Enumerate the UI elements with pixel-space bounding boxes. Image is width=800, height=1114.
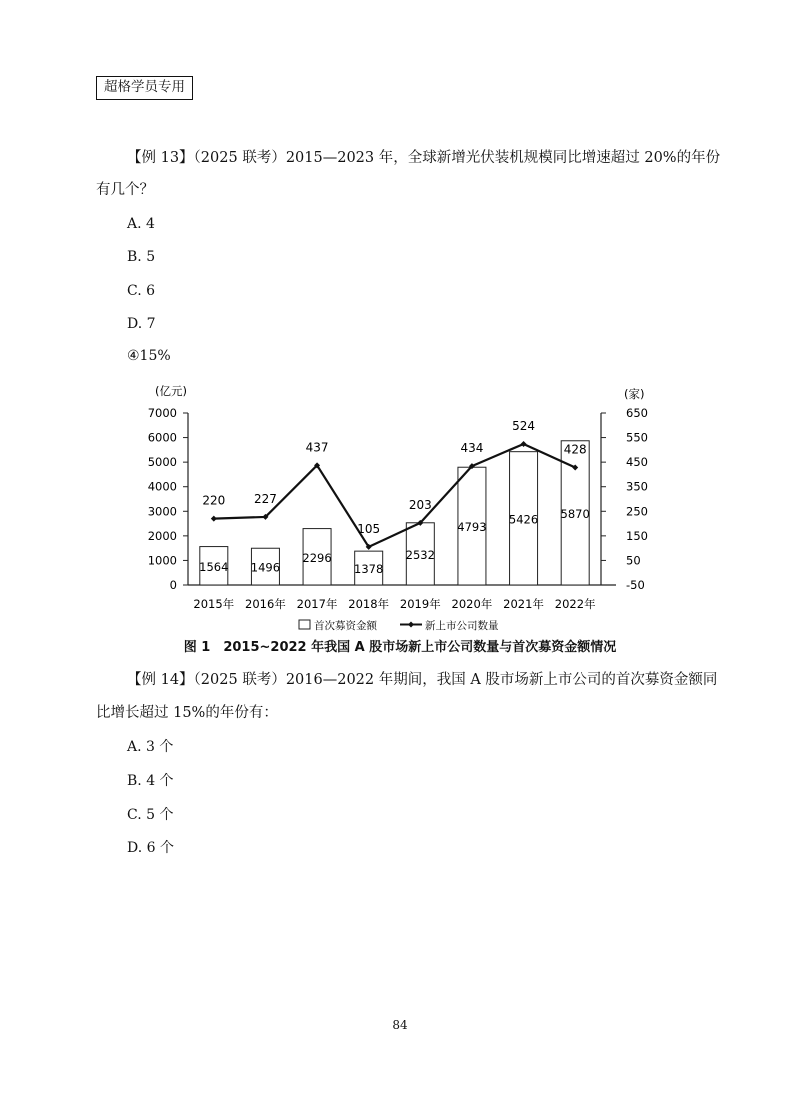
left-tick-label: 3000 — [147, 504, 177, 519]
page-number: 84 — [392, 1018, 408, 1032]
question-13-option-a: A. 4 — [127, 216, 155, 232]
right-tick-label: 50 — [626, 553, 641, 568]
bar-value-label: 1564 — [199, 559, 229, 574]
line-value-label: 203 — [408, 497, 432, 512]
chart-legend — [299, 619, 499, 632]
x-tick-label: 2021年 — [503, 597, 544, 611]
left-axis-unit: (亿元) — [155, 384, 187, 398]
left-tick-label: 6000 — [147, 430, 177, 445]
question-14-option-b: B. 4 个 — [127, 773, 174, 789]
left-tick-label: 5000 — [147, 455, 177, 470]
line-value-label: 220 — [202, 493, 226, 508]
question-14-text-cont: 比增长超过 15%的年份有： — [96, 705, 278, 721]
x-tick-label: 2016年 — [245, 597, 286, 611]
bar-value-label: 2296 — [302, 550, 332, 565]
legend-line-marker — [408, 622, 414, 628]
question-13-option-c: C. 6 — [127, 283, 156, 299]
x-tick-label: 2015年 — [193, 597, 235, 611]
x-tick-label: 2020年 — [451, 597, 493, 611]
x-tick-label: 2018年 — [348, 597, 390, 611]
legend-bar-swatch — [299, 620, 310, 629]
x-tick-label: 2017年 — [296, 597, 338, 611]
legend-bar-label: 首次募资金额 — [314, 620, 377, 632]
question-14-option-a: A. 3 个 — [127, 739, 174, 755]
question-13-text: 【例 13】（2025 联考）2015—2023 年，全球新增光伏装机规模同比增速超过 20%的年份 — [127, 150, 721, 166]
left-tick-label: 1000 — [147, 553, 177, 568]
right-tick-label: 550 — [626, 430, 648, 445]
line-value-label: 428 — [563, 442, 587, 457]
bar-value-label: 1496 — [250, 560, 281, 575]
right-tick-label: 450 — [626, 455, 648, 470]
question-14-text: 【例 14】（2025 联考）2016—2022 年期间，我国 A 股市场新上市公司的首次募资金额同 — [127, 672, 718, 688]
right-tick-label: 650 — [626, 406, 648, 420]
figure-caption: 图 1 2015~2022 年我国 A 股市场新上市公司数量与首次募资金额情况 — [183, 640, 617, 655]
right-tick-label: 250 — [626, 504, 648, 519]
question-14-option-d: D. 6 个 — [127, 840, 174, 856]
student-only-stamp: 超格学员专用 — [96, 76, 193, 100]
bar-value-label: 4793 — [457, 520, 487, 535]
right-tick-label: 350 — [626, 479, 648, 494]
left-tick-label: 4000 — [147, 479, 177, 494]
line-point — [211, 516, 217, 522]
x-tick-label: 2022年 — [554, 597, 596, 611]
bar-value-label: 1378 — [354, 562, 384, 576]
line-value-label: 437 — [305, 440, 329, 455]
left-tick-label: 0 — [169, 578, 177, 592]
left-tick-label: 2000 — [147, 528, 177, 543]
right-tick-label: -50 — [626, 578, 645, 592]
answer-note: ④15% — [127, 348, 171, 364]
bar-value-label: 5426 — [508, 512, 539, 527]
ipo-chart — [0, 375, 800, 637]
legend-line-label: 新上市公司数量 — [425, 620, 499, 632]
bar-value-label: 2532 — [405, 547, 435, 562]
question-13-option-b: B. 5 — [127, 249, 156, 265]
x-tick-label: 2019年 — [399, 597, 441, 611]
left-tick-label: 7000 — [147, 406, 177, 420]
right-axis-unit: (家) — [624, 387, 645, 401]
line-value-label: 227 — [253, 491, 277, 506]
right-tick-label: 150 — [626, 528, 648, 543]
question-14-option-c: C. 5 个 — [127, 807, 174, 823]
question-13-option-d: D. 7 — [127, 316, 156, 332]
line-value-label: 524 — [512, 418, 536, 433]
bar-value-label: 5870 — [560, 506, 590, 521]
line-value-label: 434 — [460, 441, 484, 456]
line-value-label: 105 — [357, 521, 381, 536]
question-13-text-cont: 有几个？ — [96, 182, 154, 198]
